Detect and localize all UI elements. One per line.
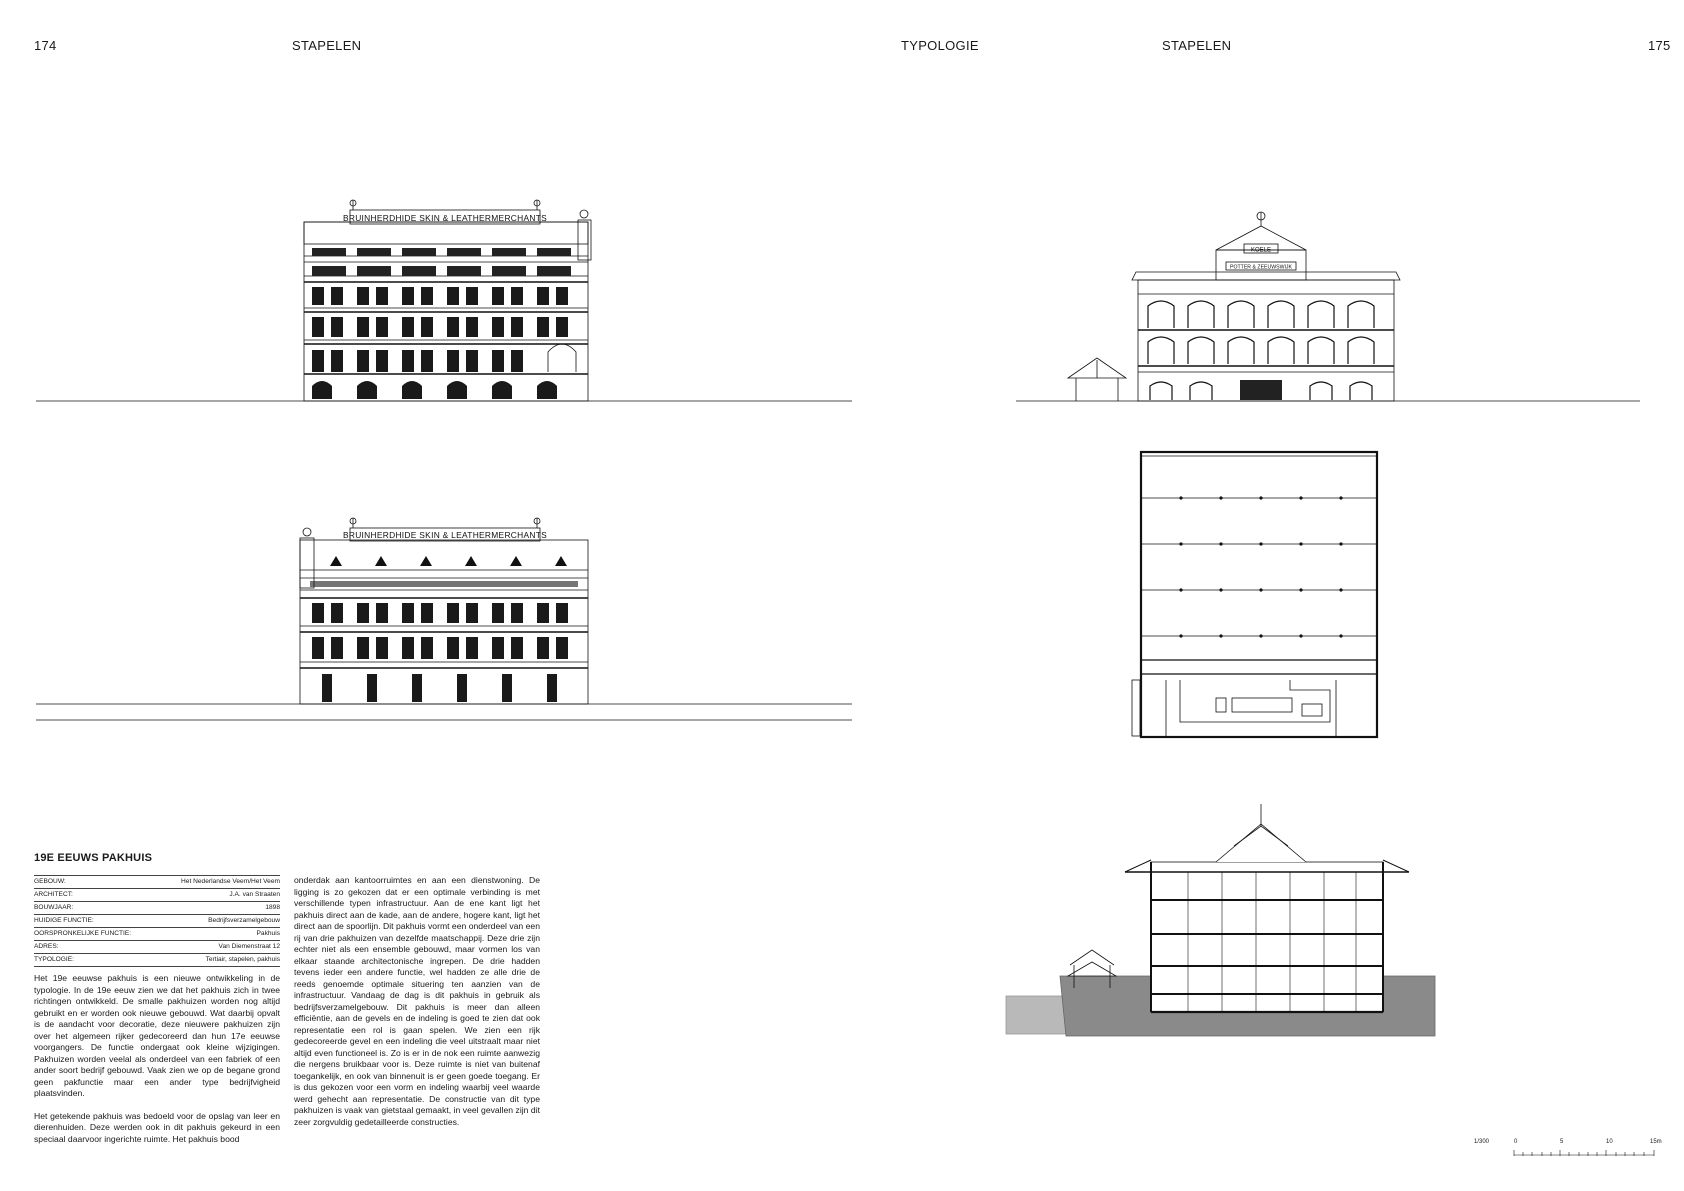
metadata-value: J.A. van Straaten <box>156 889 280 902</box>
metadata-label: TYPOLOGIE: <box>34 954 156 967</box>
facade-sign-text: BRUINHERDHIDE SKIN & LEATHERMERCHANTS <box>342 213 548 223</box>
article-paragraph: onderdak aan kantoorruimtes en aan een dienstwoning. De ligging is zo gekozen dat er een optimale verbinding is met verschillende typen infrastructuur. Aan de ene kant ligt het pakhuis direct aan de kade, aan de andere, hogere kant, ligt het direct aan de spoorlijn. Dit pakhuis vormt een onderdeel van een rij van drie pakhuizen van dezelfde maatschappij. Deze drie zijn echter niet als een ensemble gebouwd, maar vormen los van elkaar staande architectonische ingrepen. De drie hadden tevens ieder een andere functie, wel hadden ze alle drie de reeds genoemde optimale situering ten aanzien van de infrastructuur. Vandaag de dag is dit pakhuis in gebruik als bedrijfsverzamelgebouw. Dit pakhuis is meer dan alleen efficiëntie, aan de gevels en de indeling is goed te zien dat ook representatie een rol is gaan spelen. We zien een rijk gedecoreerde gevel en een indeling die veel uitstraalt maar niet altijd even functioneel is. Zo is er in de nok een ruimte aanwezig die nergens bruikbaar voor is. Deze ruimte is niet van buitenaf toegankelijk, en ook van binnenuit is er geen goede toegang. Er is dus gekozen voor een vorm en indeling waarbij veel waarde werd gehecht aan representatie. De constructie van dit type pakhuizen is vaak van gietstaal gemaakt, in veel gevallen zijn dit zeer zorgvuldig gedetailleerde constructies. <box>294 875 540 1127</box>
scale-tick-label: 15m <box>1650 1139 1662 1145</box>
article-paragraph: Het 19e eeuwse pakhuis is een nieuwe ontwikkeling in de typologie. In de 19e eeuw zien we dat het pakhuis zich in twee richtingen ontwikkeld. De smalle pakhuizen worden nog altijd gebruikt en er worden ook nieuwe gebouwd. Wat daarbij opvalt is de aandacht voor decoratie, deze nieuwere pakhuizen zijn over het algemeen rijker gedecoreerd dan hun 17e eeuwse voorgangers. De functie ondergaat ook kleine wijzigingen. Pakhuizen worden veelal als onderdeel van een fabriek of een ander soort bedrijf gebouwd. Vaak zien we op de begane grond geen pakfunctie maar een ander type bedrijfvigheid plaatsvinden. <box>34 973 280 1098</box>
metadata-value: Bedrijfsverzamelgebouw <box>156 915 280 928</box>
article-title: 19E EEUWS PAKHUIS <box>34 852 153 864</box>
right-section-title: STAPELEN <box>1162 38 1232 53</box>
metadata-value: Pakhuis <box>156 928 280 941</box>
right-facade-sign-band: POTTER & ZEEUWSWIJK <box>1230 264 1292 271</box>
left-page-number: 174 <box>34 38 57 53</box>
left-section-title: STAPELEN <box>292 38 362 53</box>
metadata-label: ADRES: <box>34 941 156 954</box>
scale-ratio: 1/300 <box>1474 1139 1490 1145</box>
rear-facade-sign-text: BRUINHERDHIDE SKIN & LEATHERMERCHANTS <box>342 530 548 540</box>
right-page-number: 175 <box>1648 38 1671 53</box>
metadata-value: Tertiair, stapelen, pakhuis <box>156 954 280 967</box>
metadata-value: Het Nederlandse Veem/Het Veem <box>156 876 280 889</box>
metadata-label: BOUWJAAR: <box>34 902 156 915</box>
metadata-label: HUIDIGE FUNCTIE: <box>34 915 156 928</box>
scale-tick-label: 5 <box>1560 1139 1564 1145</box>
article-paragraph: Het getekende pakhuis was bedoeld voor de opslag van leer en dierenhuiden. Deze werden ook in dit pakhuis gekeurd in een speciaal daarvoor ingerichte ruimte. Het pakhuis bood <box>34 1110 280 1144</box>
right-facade-sign-top: KOELE <box>1250 247 1272 254</box>
category-title: TYPOLOGIE <box>901 38 979 53</box>
scale-tick-label: 10 <box>1606 1139 1613 1145</box>
metadata-value: Van Diemenstraat 12 <box>156 941 280 954</box>
scale-tick-label: 0 <box>1514 1139 1518 1145</box>
metadata-label: OORSPRONKELIJKE FUNCTIE: <box>34 928 156 941</box>
metadata-label: GEBOUW: <box>34 876 156 889</box>
metadata-value: 1898 <box>156 902 280 915</box>
metadata-label: ARCHITECT: <box>34 889 156 902</box>
